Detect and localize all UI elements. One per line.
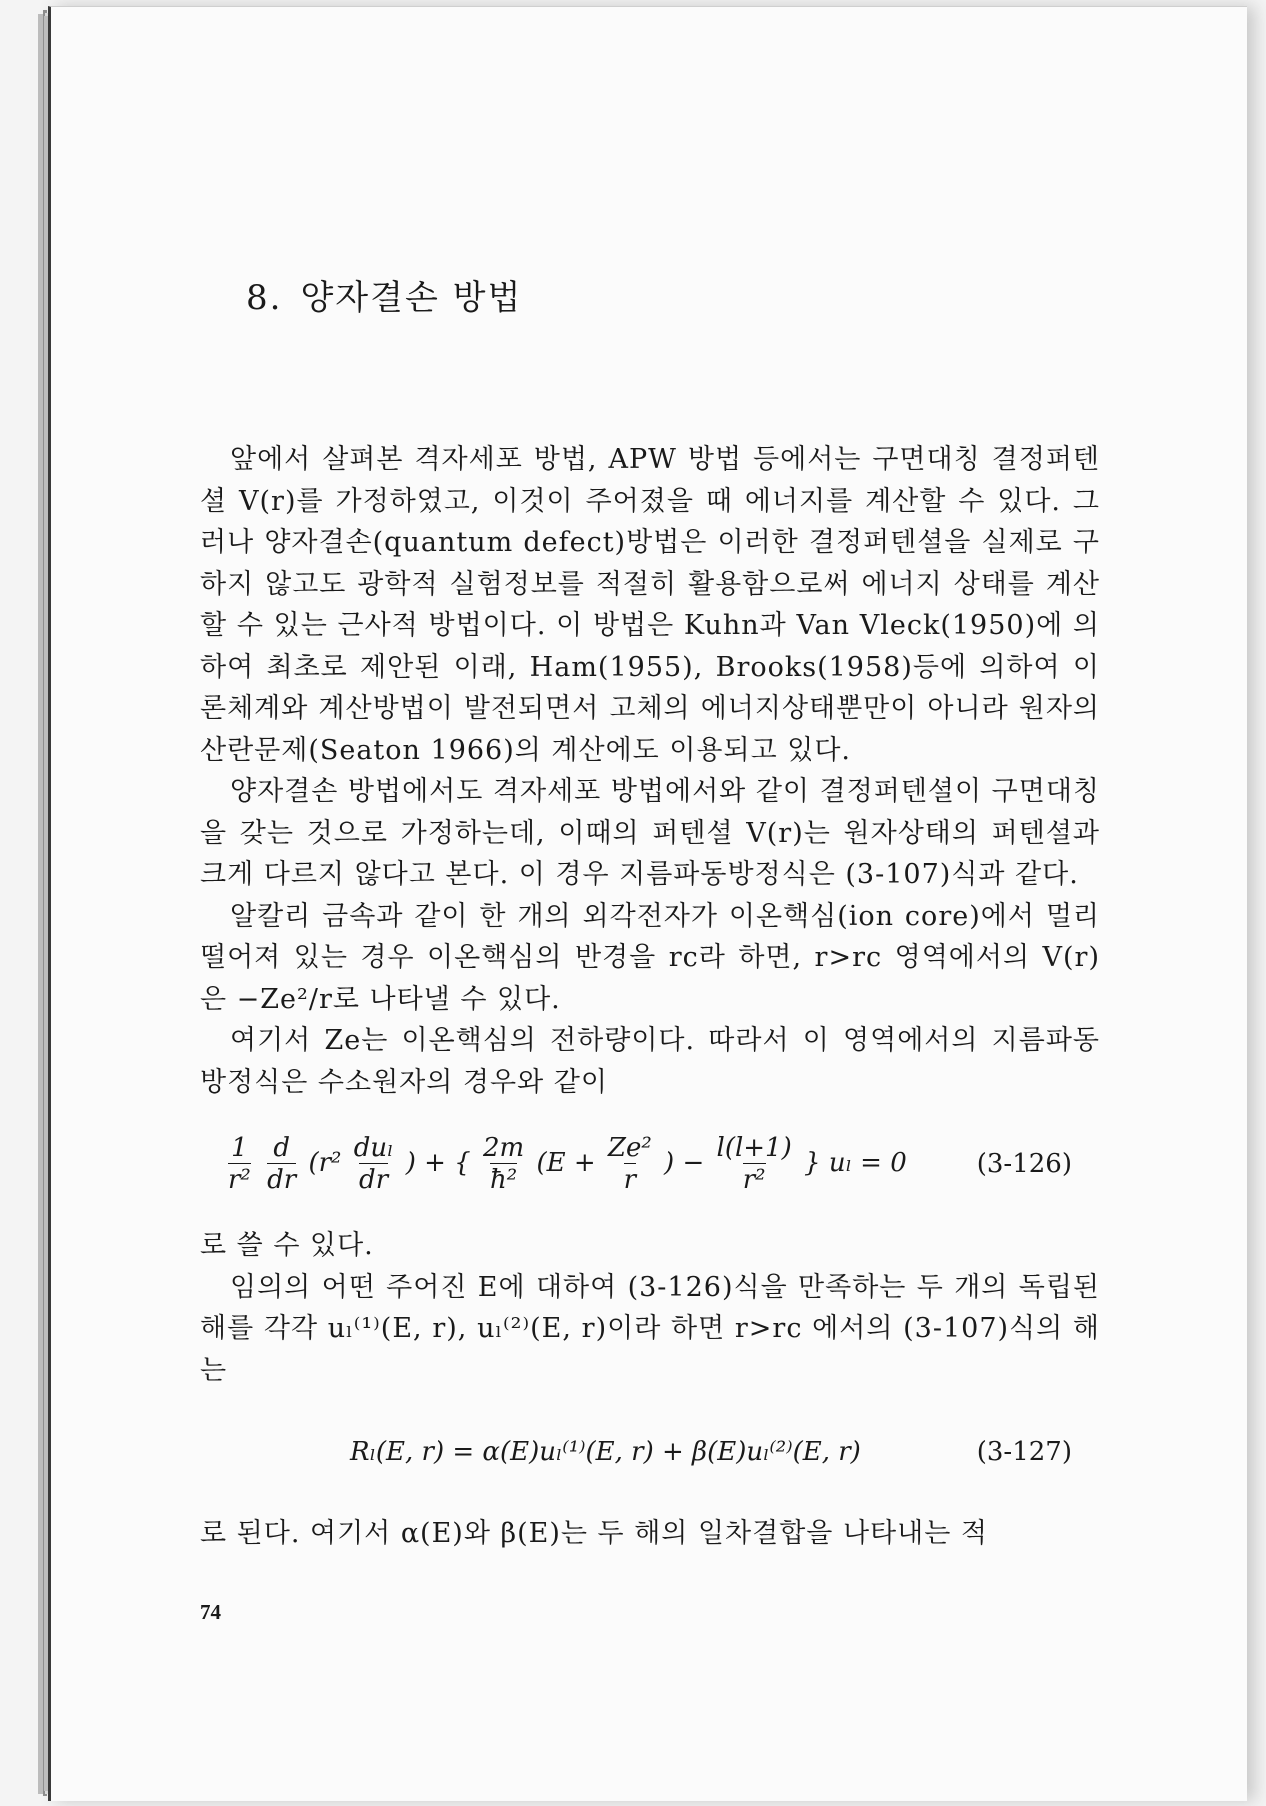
eq1-term: } uₗ = 0 [804, 1148, 907, 1178]
eq1-fraction: $\frac{l(l+1)}{\text{r²}}$ [716, 1132, 792, 1195]
eq1-fraction: $\frac{\text{duₗ}}{dr}$ [353, 1132, 394, 1195]
section-number: 8. [246, 278, 283, 318]
eq1-term: (E + [536, 1148, 596, 1178]
page-content [200, 270, 1101, 1624]
paragraph-4: 여기서 Ze는 이온핵심의 전하량이다. 따라서 이 영역에서의 지름파동방정식은 수소원자의 경우와 같이 [200, 1025, 1100, 1098]
section-title: 양자결손 방법 [300, 278, 523, 318]
paragraph-after-eq1: 로 쓸 수 있다. [200, 1230, 374, 1261]
equation-3-126-body [224, 1134, 907, 1194]
eq1-fraction: $\frac{d}{dr}$ [267, 1132, 297, 1195]
equation-3-127-body: Rₗ(E, r) = α(E)uₗ⁽¹⁾(E, r) + β(E)uₗ⁽²⁾(E, r) [350, 1437, 861, 1467]
book-spine-edge [43, 10, 47, 1796]
eq1-fraction: $\frac{\text{Ze²}}{r}$ [607, 1132, 652, 1195]
paragraph-5: 임의의 어떤 주어진 E에 대하여 (3-126)식을 만족하는 두 개의 독립된 해를 각각 uₗ⁽¹⁾(E, r), uₗ⁽²⁾(E, r)이라 하면 r>rc 에서의 (3-107)식의 해는 [200, 1271, 1100, 1386]
paragraph-2: 양자결손 방법에서도 격자세포 방법에서와 같이 결정퍼텐셜이 구면대칭을 갖는 것으로 가정하는데, 이때의 퍼텐셜 V(r)는 원자상태의 퍼텐셜과 크게 다르지 않다고 본다. 이 경우 지름파동방정식은 (3-107)식과 같다. [200, 776, 1100, 890]
eq1-fraction: $\frac{1}{\text{r²}}$ [228, 1132, 251, 1195]
eq1-term: (r² [308, 1148, 342, 1178]
eq1-term: ) − [664, 1148, 705, 1178]
eq1-fraction: $\frac{2m}{\text{ħ²}}$ [482, 1132, 525, 1195]
paragraph-3: 알칼리 금속과 같이 한 개의 외각전자가 이온핵심(ion core)에서 멀리 떨어져 있는 경우 이온핵심의 반경을 rc라 하면, r>rc 영역에서의 V(r)은 −Ze²/r로 나타낼 수 있다. [200, 900, 1100, 1015]
equation-3-126 [200, 1119, 1100, 1209]
eq1-term: ) + { [405, 1148, 471, 1178]
paragraph-1: 앞에서 살펴본 격자세포 방법, APW 방법 등에서는 구면대칭 결정퍼텐셜 V(r)를 가정하였고, 이것이 주어졌을 때 에너지를 계산할 수 있다. 그러나 양자결손(quantum defect)방법은 이러한 결정퍼텐셜을 실제로 구하지 않고도 광학적 실험정보를 적절히 활용함으로써 에너지 상태를 계산할 수 있는 근사적 방법이다. 이 방법은 Kuhn과 Van Vleck(1950)에 의하여 최초로 제안된 이래, Ham(1955), Brooks(1958)등에 의하여 이론체계와 계산방법이 발전되면서 고체의 에너지상태뿐만이 아니라 원자의 산란문제(Seaton 1966)의 계산에도 이용되고 있다. [200, 444, 1101, 766]
page-number: 74 [200, 1600, 221, 1624]
equation-number: (3-126) [976, 1149, 1072, 1179]
paragraph-6: 로 된다. 여기서 α(E)와 β(E)는 두 해의 일차결합을 나타내는 적 [200, 1518, 988, 1549]
equation-3-127 [200, 1407, 1100, 1497]
section-heading [246, 270, 1100, 319]
equation-number: (3-127) [976, 1437, 1072, 1467]
